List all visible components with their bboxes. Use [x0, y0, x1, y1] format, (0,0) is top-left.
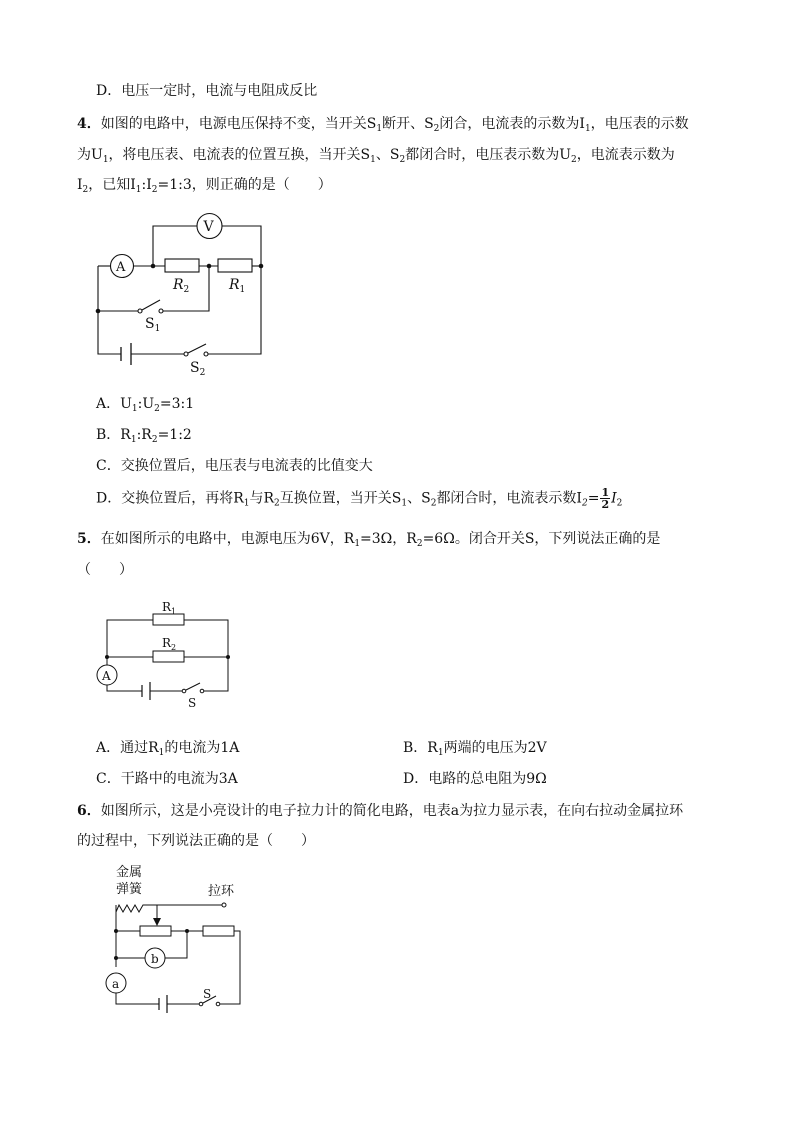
q5-option-d: D．电路的总电阻为9Ω	[403, 771, 547, 787]
q5-stem-line2: （ ）	[77, 562, 133, 578]
q6-number: 6．	[77, 803, 101, 819]
q4-stem-line3: $I_2$，已知$I_1:I_2=1:3$，则正确的是（ ）	[77, 177, 332, 195]
q5-number: 5．	[77, 531, 101, 547]
q4-stem-line2: 为$U_1$，将电压表、电流表的位置互换，当开关$S_1$、$S_2$都闭合时，电压表示数为$U_2$，电流表示数为	[77, 147, 675, 165]
q5-ammeter-label: A	[102, 669, 111, 683]
q5-r2-label: $R_2$	[162, 636, 177, 652]
q6-rheostat	[140, 926, 171, 936]
q4-s2-label: $S_2$	[190, 360, 206, 378]
q4-fraction: $\frac{1}{2}$	[601, 486, 610, 511]
q6-meter-b-label: b	[151, 952, 159, 966]
q6-spring-label-1: 金属	[116, 865, 143, 880]
q4-stem-line1: 4．如图的电路中，电源电压保持不变，当开关$S_1$断开、$S_2$闭合，电流表的示数为$I_1$，电压表的示数	[77, 116, 689, 134]
q4-voltmeter-label: V	[203, 219, 214, 235]
q5-option-c: C．干路中的电流为3A	[96, 771, 238, 787]
q6-meter-a-label: a	[112, 977, 120, 991]
q4-ammeter-label: A	[116, 260, 126, 275]
q5-switch-label: S	[188, 696, 197, 710]
q4-r1-label: $R_1$	[229, 277, 246, 295]
q6-stem-line2: 的过程中，下列说法正确的是（ ）	[77, 833, 315, 849]
q6-switch-contact	[199, 1002, 203, 1006]
q4-option-a: A．$U_1:U_2=3:1$	[96, 396, 195, 414]
q3-option-d: D．电压一定时，电流与电阻成反比	[96, 83, 318, 99]
q4-option-d: D．交换位置后，再将$R_1$与$R_2$互换位置，当开关$S_1$、$S_2$都闭合时，电流表示数$I_2=$ $\frac{1}{2}$ $I_2$	[96, 486, 623, 511]
q4-option-c: C．交换位置后，电压表与电流表的比值变大	[96, 458, 373, 474]
q5-r1-label: $R_1$	[162, 600, 177, 616]
q5-option-a: A．通过$R_1$的电流为1A	[96, 740, 240, 758]
q4-number: 4．	[77, 116, 101, 132]
q6-slider-arrow-icon	[153, 918, 161, 926]
q4-r2-label: $R_2$	[173, 277, 190, 295]
q5-option-b: B．$R_1$两端的电压为2V	[403, 740, 547, 758]
q6-spring-label-2: 弹簧	[116, 882, 143, 897]
q6-switch-label: S	[203, 987, 212, 1001]
q6-resistor	[203, 926, 234, 936]
q5-stem-line1: 5．在如图所示的电路中，电源电压为6V，$R_1=3\Omega$，$R_2=6\Omega$。闭合开关S，下列说法正确的是	[77, 531, 661, 549]
q6-stem-line1: 6．如图所示，这是小亮设计的电子拉力计的简化电路，电表a为拉力显示表，在向右拉动金属拉环	[77, 803, 684, 819]
q6-pull-ring-icon	[222, 903, 226, 907]
q6-spring-icon	[116, 905, 147, 912]
q4-option-b: B．$R_1:R_2=1:2$	[96, 427, 192, 445]
q6-ring-label: 拉环	[208, 884, 235, 899]
q4-s1-label: $S_1$	[145, 316, 161, 334]
